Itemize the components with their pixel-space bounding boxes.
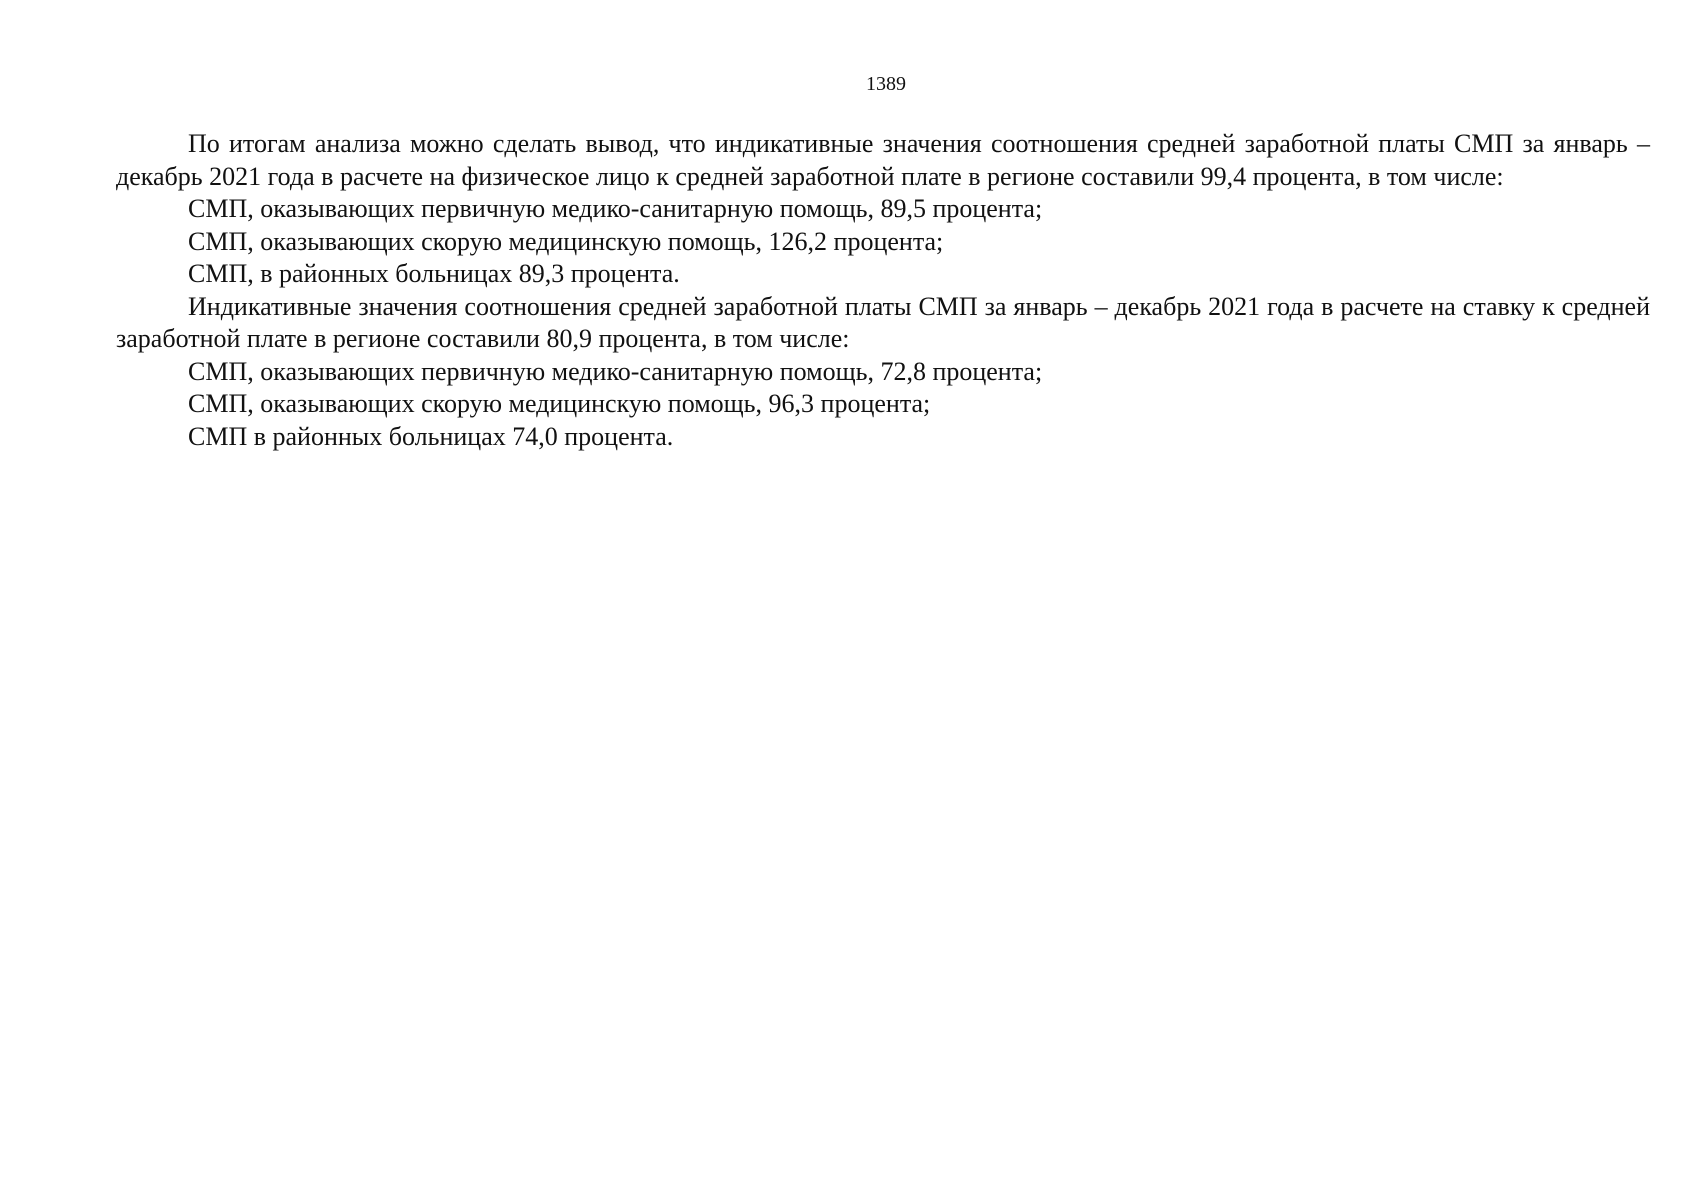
page-number: 1389: [866, 73, 906, 95]
paragraph-summary-per-person: По итогам анализа можно сделать вывод, что индикативные значения соотношения средней заработной платы СМП за январь – декабрь 2021 года в расчете на физическое лицо к средней заработной плате в регионе составили 99,4 процента, в том числе:: [116, 129, 1650, 191]
paragraph-primary-care-per-person: СМП, оказывающих первичную медико-санитарную помощь, 89,5 процента;: [188, 194, 1043, 223]
paragraph-emergency-care-per-rate: СМП, оказывающих скорую медицинскую помощь, 96,3 процента;: [188, 389, 931, 418]
paragraph-primary-care-per-rate: СМП, оказывающих первичную медико-санитарную помощь, 72,8 процента;: [188, 356, 1043, 386]
paragraph-district-hospitals-per-rate: СМП в районных больницах 74,0 процента.: [188, 421, 674, 451]
paragraph-summary-per-rate: Индикативные значения соотношения средней заработной платы СМП за январь – декабрь 2021 года в расчете на ставку к средней заработной плате в регионе составили 80,9 процента, в том числе:: [116, 291, 1650, 353]
paragraph-emergency-care-per-person: СМП, оказывающих скорую медицинскую помощь, 126,2 процента;: [188, 226, 944, 256]
document-body: [116, 128, 1650, 453]
paragraph-district-hospitals-per-person: СМП, в районных больницах 89,3 процента.: [188, 259, 680, 288]
